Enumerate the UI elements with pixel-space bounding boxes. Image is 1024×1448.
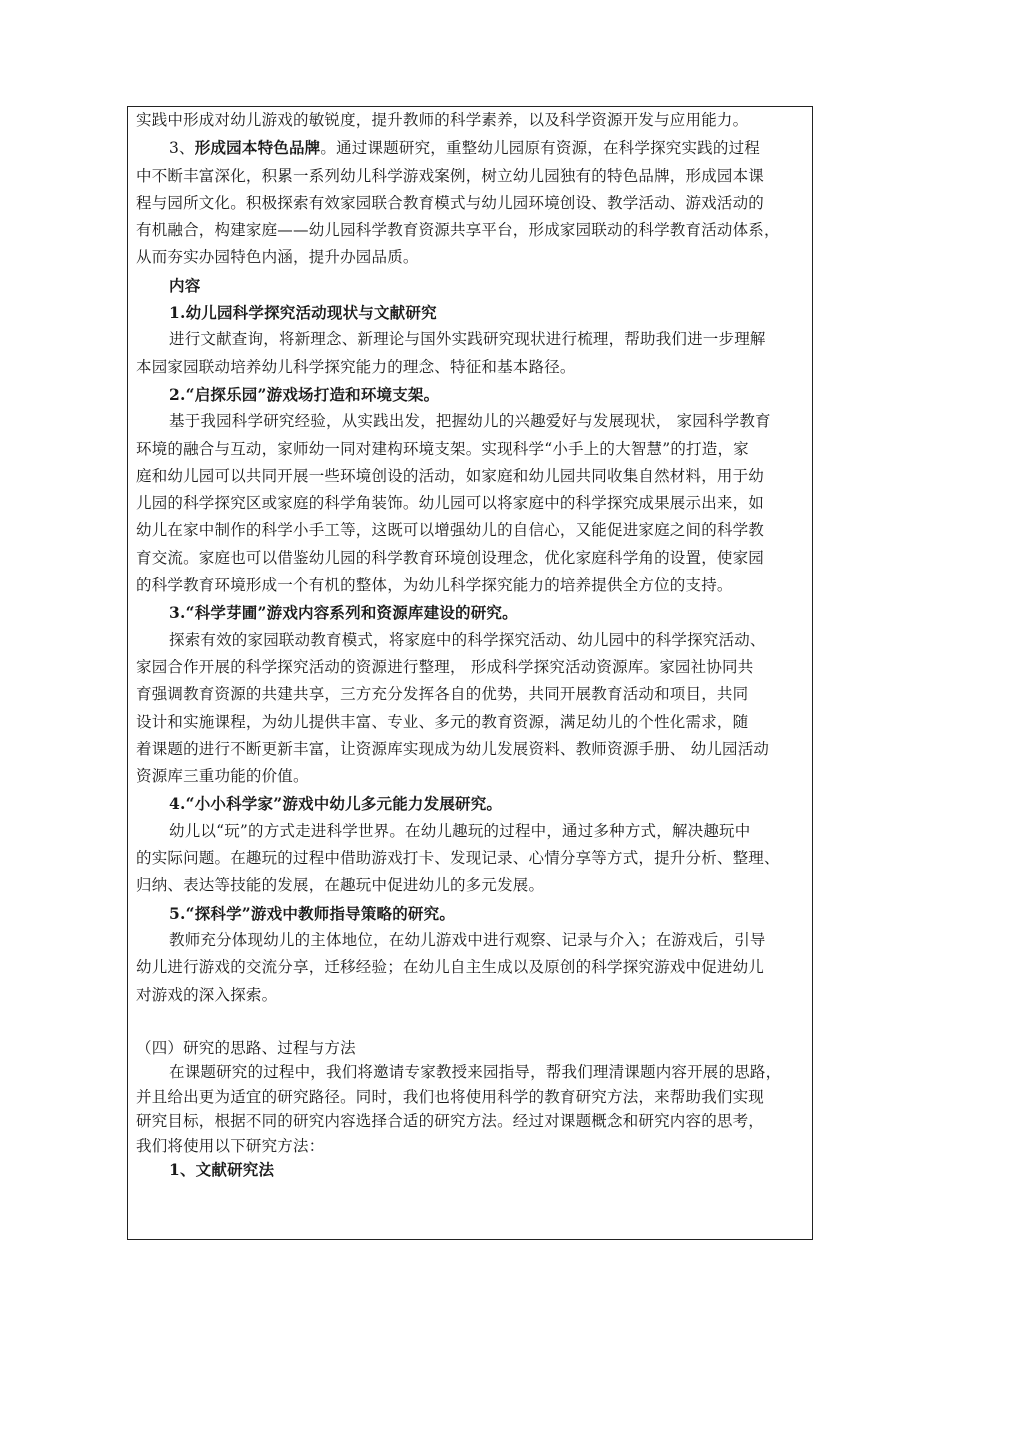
item3-line (136, 134, 804, 162)
paragraph-line: 我们将使用以下研究方法： (136, 1136, 325, 1155)
item3-rest: 。通过课题研究，重整幼儿园原有资源，在科学探究实践的过程 (320, 139, 760, 158)
document-table-cell (127, 106, 813, 1240)
paragraph-line: 着课题的进行不断更新丰富，让资源库实现成为幼儿发展资料、教师资源手册、 幼儿园活动 (136, 739, 770, 758)
spacer (136, 1009, 804, 1036)
paragraph-line: 基于我园科学研究经验，从实践出发，把握幼儿的兴趣爱好与发展现状， 家园科学教育 (169, 412, 771, 431)
section-heading: 4.“小小科学家”游戏中幼儿多元能力发展研究。 (169, 794, 503, 814)
paragraph-line: 实践中形成对幼儿游戏的敏锐度，提升教师的科学素养，以及科学资源开发与应用能力。 (136, 111, 749, 129)
paragraph-line: 从而夯实办园特色内涵，提升办园品质。 (136, 248, 419, 267)
paragraph-line: 设计和实施课程，为幼儿提供丰富、专业、多元的教育资源，满足幼儿的个性化需求，随 (136, 712, 749, 731)
paragraph-line: 进行文献查询，将新理念、新理论与国外实践研究现状进行梳理，帮助我们进一步理解 (169, 330, 766, 349)
section-heading: 2.“启探乐园”游戏场打造和环境支架。 (169, 384, 440, 404)
paragraph-line: 探索有效的家园联动教育模式，将家庭中的科学探究活动、幼儿园中的科学探究活动、 (169, 630, 766, 649)
paragraph-line: 程与园所文化。积极探索有效家园联合教育模式与幼儿园环境创设、教学活动、游戏活动的 (136, 193, 765, 212)
paragraph-line: 幼儿进行游戏的交流分享，迁移经验；在幼儿自主生成以及原创的科学探究游戏中促进幼儿 (136, 958, 765, 977)
method-heading: 1、文献研究法 (169, 1160, 275, 1180)
section-heading: 3.“科学芽圃”游戏内容系列和资源库建设的研究。 (169, 603, 518, 623)
paragraph-line: 研究目标，根据不同的研究内容选择合适的研究方法。经过对课题概念和研究内容的思考， (136, 1112, 765, 1131)
paragraph-line: 的实际问题。在趣玩的过程中借助游戏打卡、发现记录、心情分享等方式，提升分析、整理、 (136, 849, 780, 868)
paragraph-line: 有机融合，构建家庭——幼儿园科学教育资源共享平台，形成家园联动的科学教育活动体系， (136, 221, 780, 240)
paragraph-line: 幼儿在家中制作的科学小手工等，这既可以增强幼儿的自信心，又能促进家庭之间的科学教 (136, 521, 765, 540)
paragraph-line: 并且给出更为适宜的研究路径。同时，我们也将使用科学的教育研究方法，来帮助我们实现 (136, 1087, 765, 1106)
section-heading: 1.幼儿园科学探究活动现状与文献研究 (169, 303, 437, 323)
paragraph-line: 庭和幼儿园可以共同开展一些环境创设的活动，如家庭和幼儿园共同收集自然材料，用于幼 (136, 466, 765, 485)
section-heading: 5.“探科学”游戏中教师指导策略的研究。 (169, 903, 456, 923)
paragraph-line: 育强调教育资源的共建共享，三方充分发挥各自的优势，共同开展教育活动和项目，共同 (136, 685, 749, 704)
paragraph-line: 本园家园联动培养幼儿科学探究能力的理念、特征和基本路径。 (136, 357, 576, 376)
paragraph-line: 的科学教育环境形成一个有机的整体，为幼儿科学探究能力的培养提供全方位的支持。 (136, 576, 733, 595)
part4-title: （四）研究的思路、过程与方法 (136, 1038, 356, 1057)
paragraph-line: 在课题研究的过程中，我们将邀请专家教授来园指导，帮我们理清课题内容开展的思路， (169, 1063, 782, 1082)
paragraph-line: 育交流。家庭也可以借鉴幼儿园的科学教育环境创设理念，优化家庭科学角的设置，使家园 (136, 548, 765, 567)
paragraph-line: 家园合作开展的科学探究活动的资源进行整理， 形成科学探究活动资源库。家园社协同共 (136, 657, 754, 676)
paragraph-line: 中不断丰富深化，积累一系列幼儿科学游戏案例，树立幼儿园独有的特色品牌，形成园本课 (136, 166, 765, 185)
part4-section (136, 1036, 804, 1183)
paragraph-line: 环境的融合与互动，家师幼一同对建构环境支架。实现科学“小手上的大智慧”的打造，家 (136, 439, 749, 458)
paragraph-line: 教师充分体现幼儿的主体地位，在幼儿游戏中进行观察、记录与介入；在游戏后，引导 (169, 930, 766, 949)
paragraph-line: 归纳、表达等技能的发展，在趣玩中促进幼儿的多元发展。 (136, 876, 545, 895)
paragraph-line: 对游戏的深入探索。 (136, 985, 278, 1004)
paragraph-line: 幼儿以“玩”的方式走进科学世界。在幼儿趣玩的过程中，通过多种方式，解决趣玩中 (169, 821, 751, 840)
paragraph-line: 资源库三重功能的价值。 (136, 767, 309, 786)
paragraph-line: 儿园的科学探究区或家庭的科学角装饰。幼儿园可以将家庭中的科学探究成果展示出来，如 (136, 494, 765, 513)
content-title: 内容 (169, 275, 201, 295)
item3-bold: 形成园本特色品牌 (194, 138, 321, 158)
item3-lead: 3、 (169, 139, 195, 158)
